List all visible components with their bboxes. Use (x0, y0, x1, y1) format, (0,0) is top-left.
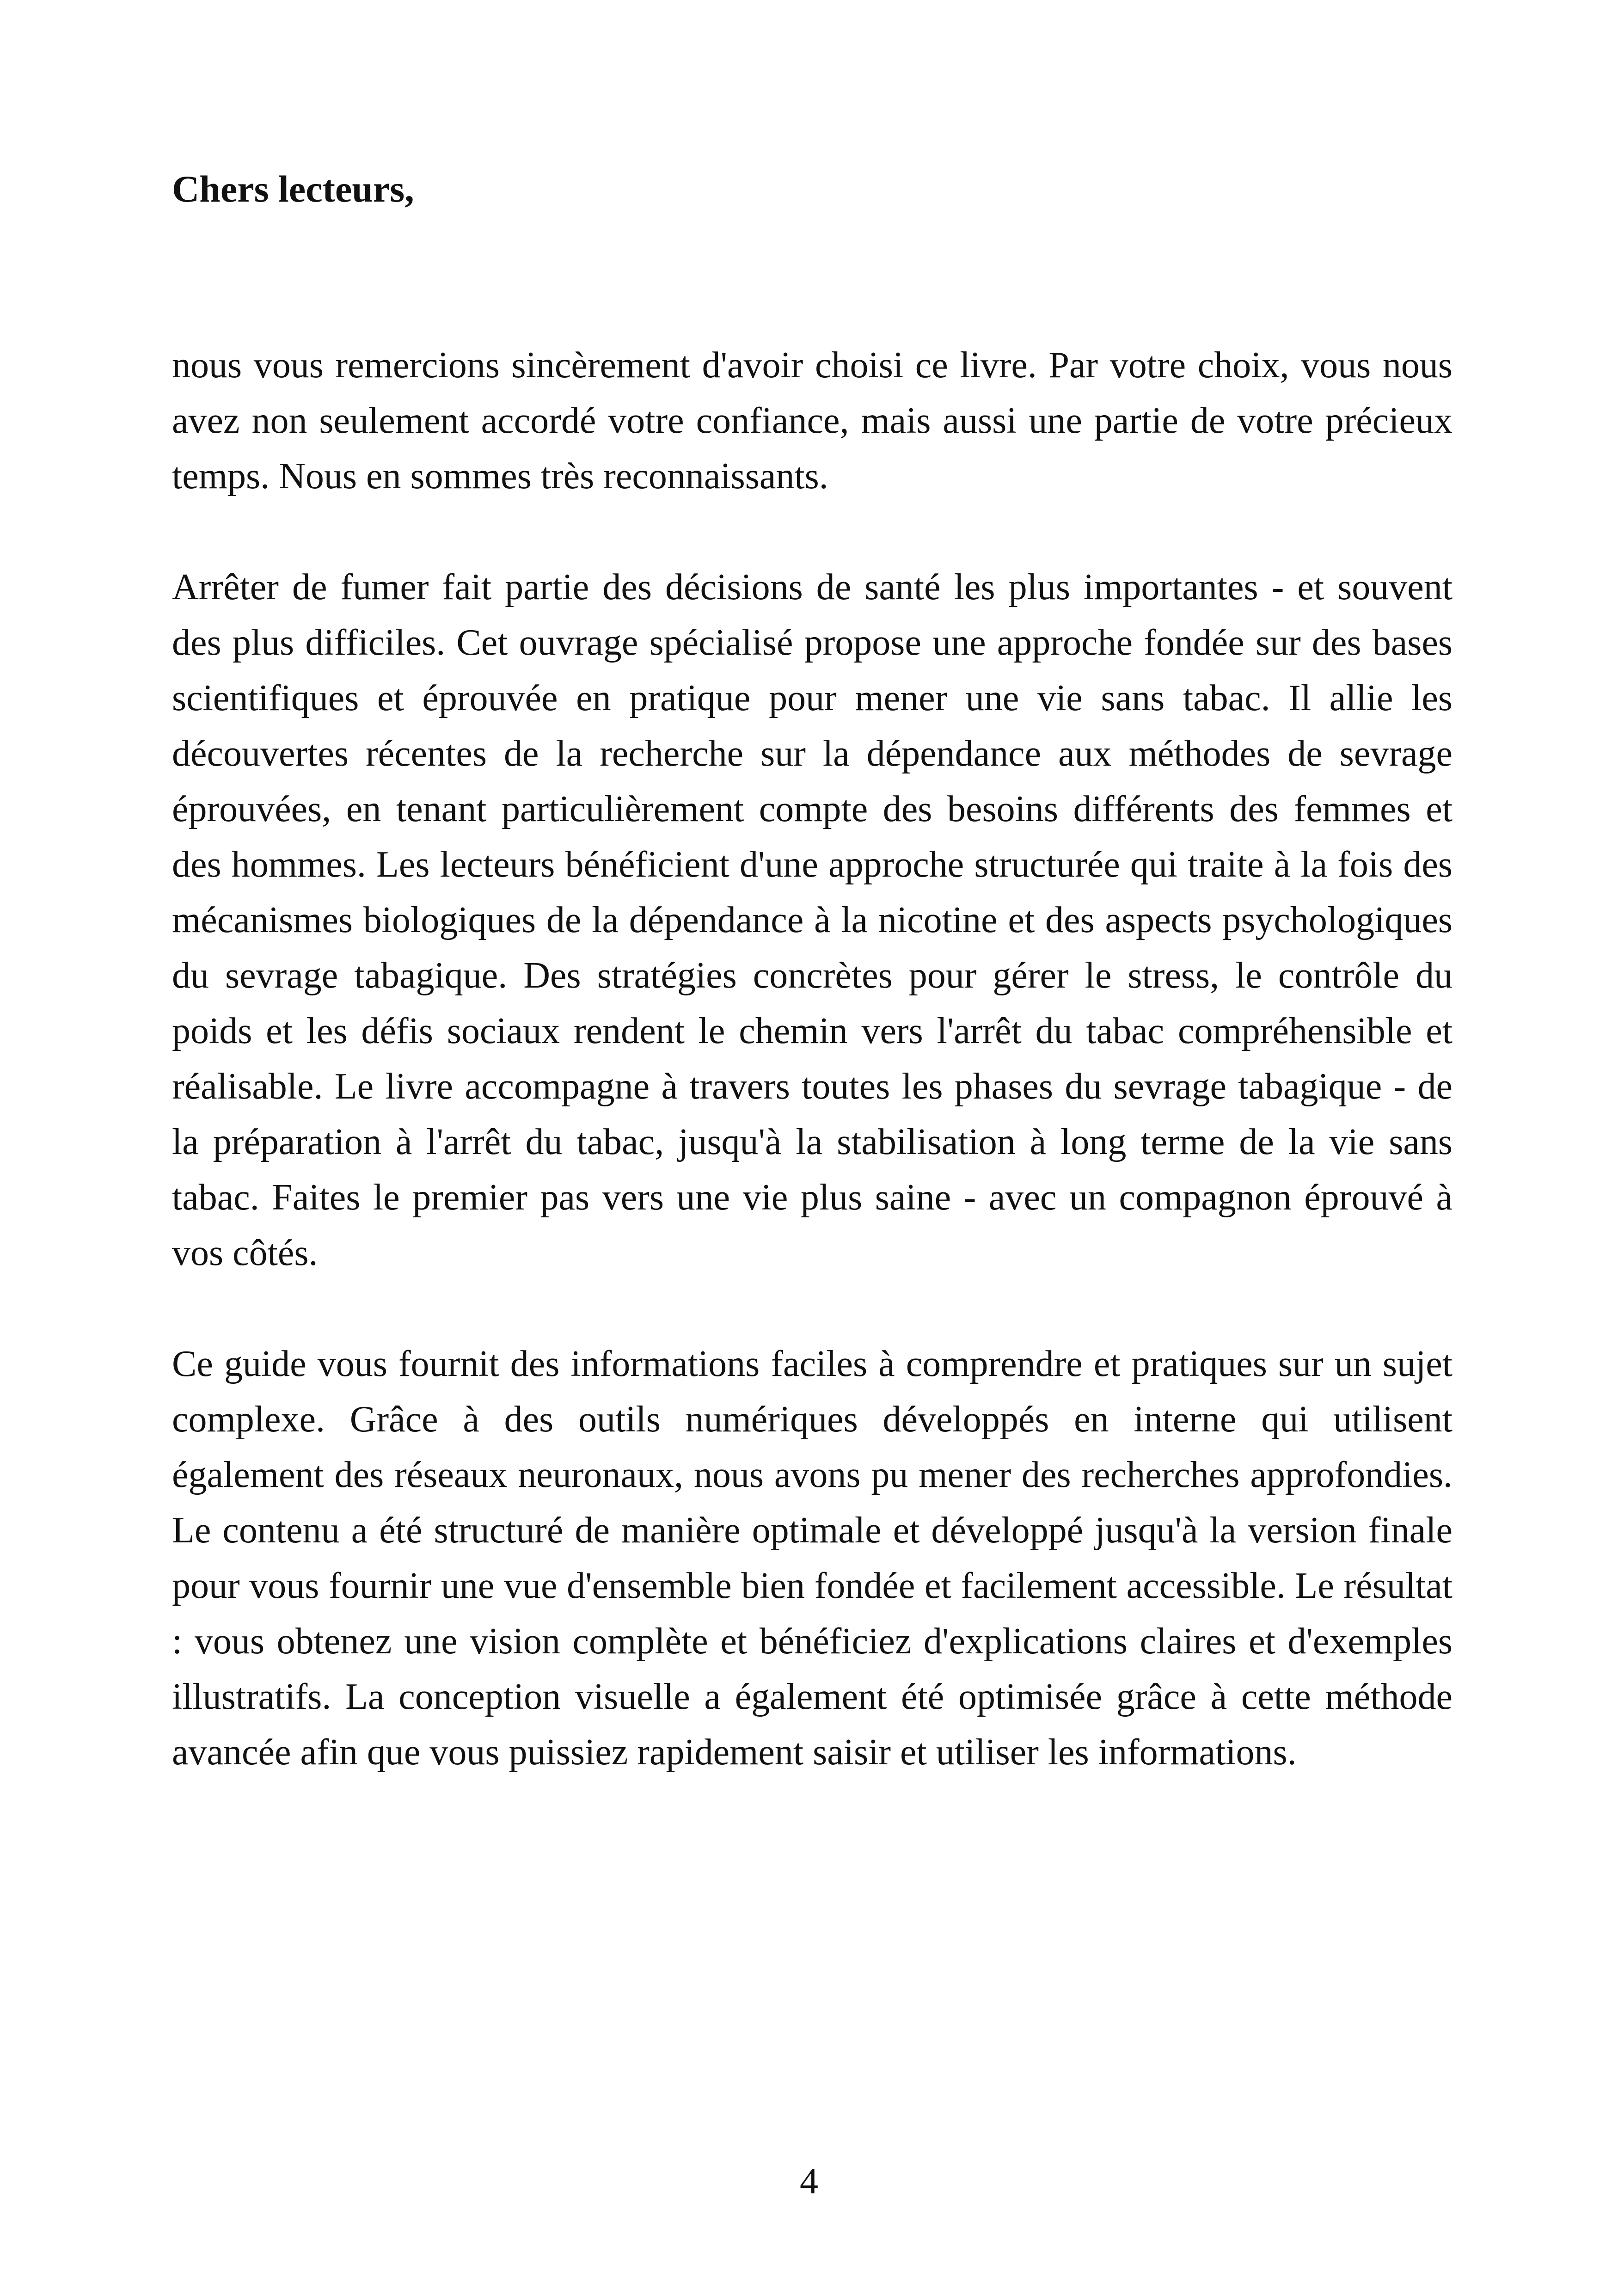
paragraph-thanks: nous vous remercions sincèrement d'avoir choisi ce livre. Par votre choix, vous nous avez non seulement accordé votre confiance, mais aussi une partie de votre précieux temps. Nous en sommes très reconnaissants. (172, 345, 1453, 497)
paragraph-book-description: Arrêter de fumer fait partie des décisions de santé les plus importantes - et souvent des plus difficiles. Cet ouvrage spécialisé propose une approche fondée sur des bases scientifiques et éprouvée en pratique pour mener une vie sans tabac. Il allie les découvertes récentes de la recherche sur la dépendance aux méthodes de sevrage éprouvées, en tenant particulièrement compte des besoins différents des femmes et des hommes. Les lecteurs bénéficient d'une approche structurée qui traite à la fois des mécanismes biologiques de la dépendance à la nicotine et des aspects psychologiques du sevrage tabagique. Des stratégies concrètes pour gérer le stress, le contrôle du poids et les défis sociaux rendent le chemin vers l'arrêt du tabac compréhensible et réalisable. Le livre accompagne à travers toutes les phases du sevrage tabagique - de la préparation à l'arrêt du tabac, jusqu'à la stabilisation à long terme de la vie sans tabac. Faites le premier pas vers une vie plus saine - avec un compagnon éprouvé à vos côtés. (172, 567, 1453, 1273)
page-number: 4 (800, 2161, 818, 2202)
body-text (172, 338, 1453, 1836)
paragraph-guide-method: Ce guide vous fournit des informations faciles à comprendre et pratiques sur un sujet complexe. Grâce à des outils numériques développés en interne qui utilisent également des réseaux neuronaux, nous avons pu mener des recherches approfondies. Le contenu a été structuré de manière optimale et développé jusqu'à la version finale pour vous fournir une vue d'ensemble bien fondée et facilement accessible. Le résultat : vous obtenez une vision complète et bénéficiez d'explications claires et d'exemples illustratifs. La conception visuelle a également été optimisée grâce à cette méthode avancée afin que vous puissiez rapidement saisir et utiliser les informations. (172, 1344, 1453, 1773)
salutation-heading: Chers lecteurs, (172, 168, 414, 210)
